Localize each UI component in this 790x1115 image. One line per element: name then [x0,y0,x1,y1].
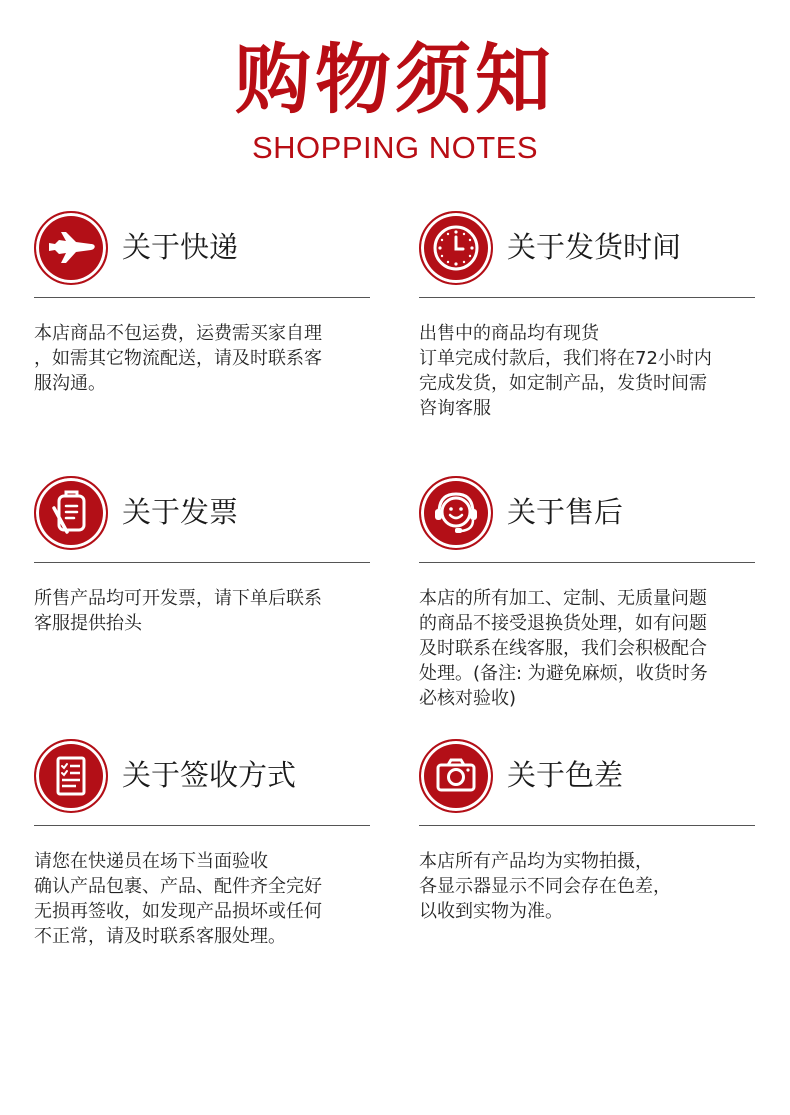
description-line: 订单完成付款后，我们将在72小时内 [419,348,712,369]
description-line: 所售产品均可开发票，请下单后联系 [34,588,322,609]
description-line: 及时联系在线客服，我们会积极配合 [419,638,707,659]
description-line: 请您在快递员在场下当面验收 [34,851,268,872]
camera-icon [419,739,493,813]
description-line: 服沟通。 [34,373,106,394]
divider [419,825,755,826]
page-subtitle: SHOPPING NOTES [251,130,539,165]
description-line: 的商品不接受退换货处理，如有问题 [419,613,707,634]
airplane-icon [34,211,108,285]
description-line: 处理。(备注: 为避免麻烦，收货时务 [419,663,708,684]
header [0,0,790,180]
invoice-icon [34,476,108,550]
description-line: 必核对验收) [419,688,517,709]
description-line: 咨询客服 [419,398,491,419]
section-title: 关于快递 [122,230,239,264]
section-title: 关于发货时间 [507,230,682,264]
description-line: 各显示器显示不同会存在色差， [419,876,671,897]
description-line: 出售中的商品均有现货 [419,323,599,344]
section-title: 关于色差 [507,758,624,792]
description-line: ，如需其它物流配送，请及时联系客 [34,348,322,369]
checklist-icon [34,739,108,813]
description-line: 确认产品包裹、产品、配件齐全完好 [34,876,322,897]
section-description [419,586,764,711]
description-line: 完成发货，如定制产品，发货时间需 [419,373,707,394]
headset-support-icon [419,476,493,550]
divider [34,297,370,298]
divider [419,297,755,298]
description-line: 以收到实物为准。 [419,901,563,922]
clock-icon [419,211,493,285]
description-line: 本店的所有加工、定制、无质量问题 [419,588,707,609]
description-line: 本店所有产品均为实物拍摄， [419,851,653,872]
description-line: 客服提供抬头 [34,613,142,634]
section-description [34,321,379,396]
description-line: 不正常，请及时联系客服处理。 [34,926,286,947]
section-description [419,849,764,924]
section-description [34,849,379,949]
section-description [34,586,379,636]
page-title: 购物须知 [235,35,555,124]
description-line: 本店商品不包运费，运费需买家自理 [34,323,322,344]
description-line: 无损再签收，如发现产品损坏或任何 [34,901,322,922]
section-title: 关于签收方式 [122,758,297,792]
divider [419,562,755,563]
section-title: 关于发票 [122,495,239,529]
divider [34,562,370,563]
section-description [419,321,764,421]
divider [34,825,370,826]
section-title: 关于售后 [507,495,624,529]
